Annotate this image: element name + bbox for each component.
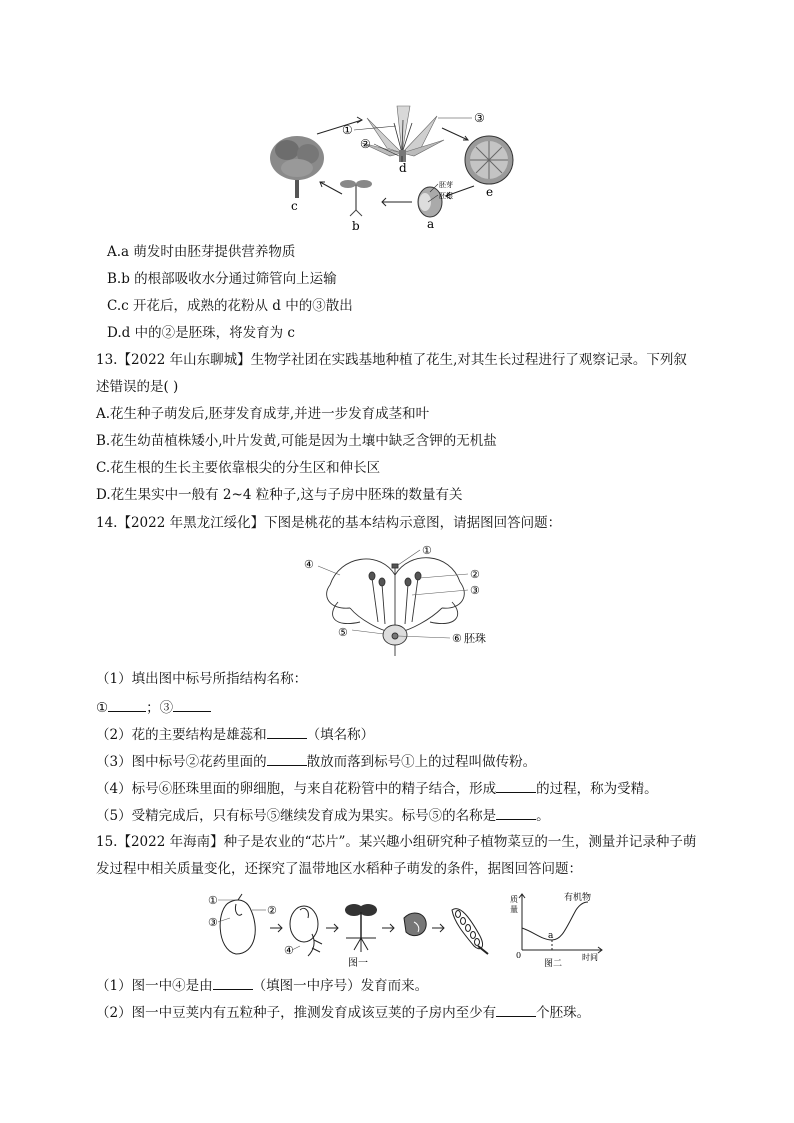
fig1-label-3: ③ (474, 111, 485, 125)
fig1-label-embryo-bud: 胚芽 (439, 181, 453, 189)
fig1-label-1: ① (342, 123, 353, 137)
q15-fig1-label-2: ② (267, 904, 277, 917)
q14-fig-label-ovule: 胚珠 (464, 632, 486, 645)
q14-fig-label-4: ④ (304, 558, 314, 571)
q14-stem: 14.【2022 年黑龙江绥化】下图是桃花的基本结构示意图，请据图回答问题： (96, 515, 562, 531)
life-cycle-figure (262, 98, 522, 234)
q13-option-c: C.花生根的生长主要依靠根尖的分生区和伸长区 (96, 460, 381, 476)
fig1-label-a: a (427, 217, 435, 231)
answer-blank-pollen[interactable] (267, 751, 307, 766)
q14-sub3 (96, 751, 536, 771)
q15-stem-line1: 15.【2022 年海南】种子是农业的“芯片”。某兴趣小组研究种子植物菜豆的一生，测量并记录种子萌 (96, 834, 697, 850)
q14-fig-label-6: ⑥ (452, 632, 462, 645)
q12-option-a: A.a 萌发时由胚芽提供营养物质 (107, 244, 296, 260)
answer-blank-q15-2[interactable] (496, 1002, 536, 1017)
lily-flower-illustration (362, 106, 444, 162)
tree-illustration (270, 136, 324, 198)
q14-fig-label-2: ② (470, 568, 480, 581)
q13-option-b: B.花生幼苗植株矮小,叶片发黄,可能是因为土壤中缺乏含钾的无机盐 (96, 433, 497, 449)
q15-sub1-text-end: （填图一中序号）发育而来。 (252, 978, 429, 994)
q14-sub3-text: （3）图中标号②花药里面的 (96, 754, 267, 770)
q14-sub1-sep: ；③ (146, 700, 174, 716)
graph-xlabel: 时间 (582, 953, 598, 962)
q15-stem-line2: 发过程中相关质量变化，还探究了温带地区水稻种子萌发的条件，据图回答问题： (96, 861, 582, 877)
fig1-label-d: d (399, 161, 407, 175)
answer-blank-pistil[interactable] (267, 724, 307, 739)
q13-option-d: D.花生果实中一般有 2~4 粒种子,这与子房中胚珠的数量有关 (96, 487, 463, 503)
q15-sub2-text-end: 个胚珠。 (536, 1005, 591, 1021)
q15-sub2 (96, 1002, 590, 1022)
q14-sub2-hint: （填名称） (306, 727, 375, 743)
q14-sub5 (96, 805, 550, 825)
q14-sub1-label-1: ① (96, 700, 109, 716)
q14-sub2-text: （2）花的主要结构是雄蕊和 (96, 727, 267, 743)
answer-blank-zygote[interactable] (496, 778, 536, 793)
bean-seedling-illustration (345, 904, 377, 952)
bean-flower-illustration (404, 913, 426, 936)
q14-sub2 (96, 724, 374, 744)
q14-fig-label-3: ③ (470, 584, 480, 597)
answer-blank-1[interactable] (108, 697, 146, 712)
seedling-illustration (340, 180, 372, 216)
q15-fig1-label-1: ① (208, 894, 218, 907)
q14-fig-label-5: ⑤ (338, 626, 348, 639)
graph-ylabel-2: 量 (510, 905, 518, 914)
q15-fig1-label-4: ④ (284, 944, 294, 957)
fig1-label-radicle: 胚根 (439, 192, 453, 200)
q13-stem-line2: 述错误的是( ) (96, 379, 179, 395)
answer-blank-3[interactable] (173, 697, 211, 712)
q15-fig1-caption: 图一 (348, 958, 368, 968)
q14-sub4-text-end: 的过程，称为受精。 (536, 781, 658, 797)
q14-sub5-text-end: 。 (536, 808, 550, 824)
q14-sub4-text: （4）标号⑥胚珠里面的卵细胞，与来自花粉管中的精子结合，形成 (96, 781, 497, 797)
graph-point-a: a (548, 931, 554, 941)
q12-option-d: D.d 中的②是胚珠，将发育为 c (107, 325, 295, 341)
fig1-label-2: ② (360, 137, 371, 151)
q15-sub2-text: （2）图一中豆荚内有五粒种子，推测发育成该豆荚的子房内至少有 (96, 1005, 497, 1021)
q15-fig1-label-3: ③ (208, 916, 218, 929)
bean-lifecycle-figure (208, 888, 508, 968)
q14-sub1: （1）填出图中标号所指结构名称： (96, 671, 308, 687)
q15-sub1-text: （1）图一中④是由 (96, 978, 213, 994)
q12-option-b: B.b 的根部吸收水分通过筛管向上运输 (107, 271, 337, 287)
q12-option-c: C.c 开花后，成熟的花粉从 d 中的③散出 (107, 298, 353, 314)
fruit-section-illustration (465, 136, 513, 184)
q15-sub1 (96, 975, 428, 995)
graph-origin: 0 (516, 951, 522, 960)
graph-ylabel-1: 质 (510, 895, 518, 904)
q14-sub1-answers (96, 697, 211, 717)
bean-seed-illustration (220, 894, 255, 954)
answer-blank-ovary[interactable] (496, 805, 536, 820)
q14-sub4 (96, 778, 658, 798)
q14-sub5-text: （5）受精完成后，只有标号⑤继续发育成为果实。标号⑤的名称是 (96, 808, 497, 824)
q15-fig2-caption: 图二 (544, 959, 563, 968)
q13-option-a: A.花生种子萌发后,胚芽发育成芽,并进一步发育成茎和叶 (96, 406, 430, 422)
q14-fig-label-1: ① (422, 544, 432, 557)
answer-blank-q15-1[interactable] (213, 975, 253, 990)
peach-flower-illustration (327, 558, 465, 656)
graph-series-label: 有机物 (564, 893, 592, 903)
fig1-label-b: b (352, 219, 360, 233)
fig1-label-c: c (291, 199, 298, 213)
peach-flower-figure (300, 540, 500, 658)
q14-sub3-text-end: 散放而落到标号①上的过程叫做传粉。 (306, 754, 537, 770)
fig1-label-e: e (486, 185, 494, 199)
q13-stem-line1: 13.【2022 年山东聊城】生物学社团在实践基地种植了花生,对其生长过程进行了观察记录。下列叙 (96, 352, 687, 368)
bean-pod-illustration (452, 909, 488, 954)
organic-matter-curve (522, 902, 588, 940)
mass-change-graph (508, 888, 608, 968)
